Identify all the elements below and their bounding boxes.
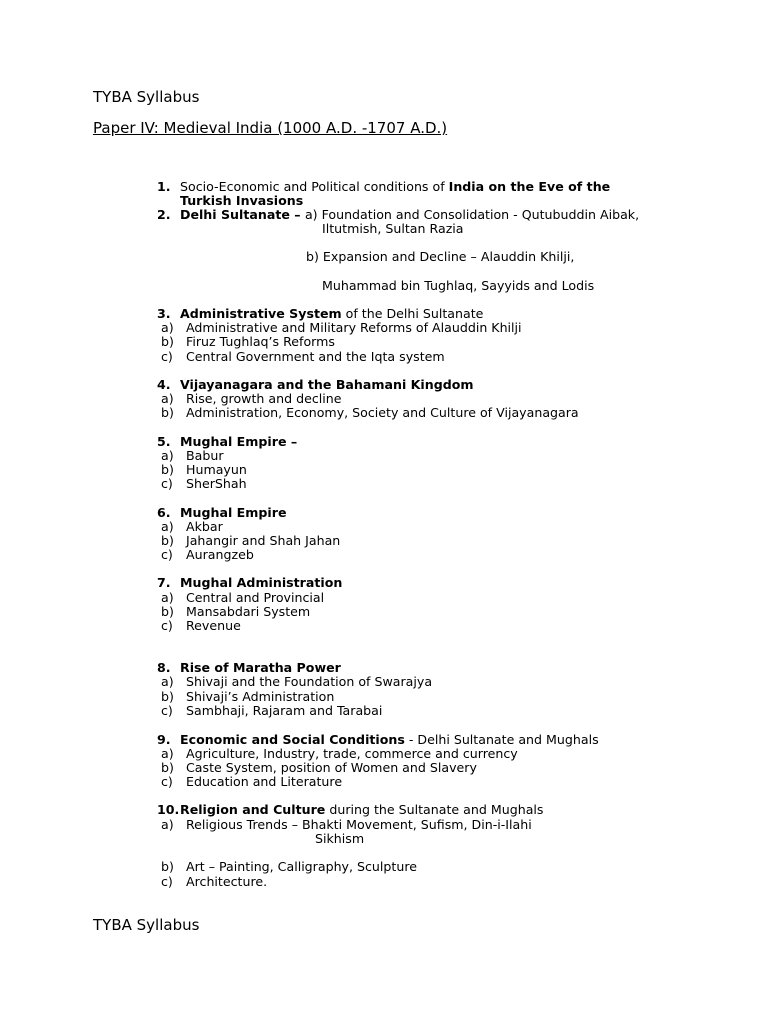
section-9-item: Education and Literature [186, 774, 343, 789]
section-5-item-marker: a) [161, 448, 174, 463]
section-4-number: 4. [157, 377, 171, 392]
section-9-item: Agriculture, Industry, trade, commerce and currency [186, 746, 518, 761]
section-4-title: Vijayanagara and the Bahamani Kingdom [180, 377, 474, 392]
section-8-number: 8. [157, 660, 171, 675]
section-6-item: Aurangzeb [186, 547, 254, 562]
section-9-title: Economic and Social Conditions [180, 732, 405, 747]
section-3-item: Administrative and Military Reforms of Alauddin Khilji [186, 320, 522, 335]
section-10-rest: during the Sultanate and Mughals [325, 802, 544, 817]
section-4-item: Administration, Economy, Society and Culture of Vijayanagara [186, 405, 579, 420]
section-3-title: Administrative System [180, 306, 342, 321]
section-1-text: Socio-Economic and Political conditions of [180, 179, 449, 194]
section-9-item-marker: b) [161, 760, 174, 775]
section-1-title: India on the Eve of the [448, 179, 611, 194]
section-10-heading [180, 802, 543, 817]
section-2-a-line1: a) Foundation and Consolidation - Qutubuddin Aibak, [304, 207, 640, 222]
section-5-title: Mughal Empire – [180, 434, 298, 449]
section-2-number: 2. [157, 207, 171, 222]
section-9-number: 9. [157, 732, 171, 747]
section-8-item: Shivaji’s Administration [186, 689, 335, 704]
section-5-item-marker: c) [161, 476, 173, 491]
section-10-item-marker: c) [161, 874, 173, 889]
section-3-item-marker: c) [161, 349, 173, 364]
section-6-item-marker: c) [161, 547, 173, 562]
section-10-title: Religion and Culture [180, 802, 326, 817]
section-10-item: Architecture. [186, 874, 268, 889]
section-3-item-marker: b) [161, 334, 174, 349]
section-8-item-marker: b) [161, 689, 174, 704]
section-10-item-continuation: Sikhism [315, 831, 365, 846]
section-5-item: Babur [186, 448, 224, 463]
section-6-item: Jahangir and Shah Jahan [186, 533, 341, 548]
section-3-rest: of the Delhi Sultanate [341, 306, 484, 321]
section-10-item-marker: b) [161, 859, 174, 874]
section-8-title: Rise of Maratha Power [180, 660, 341, 675]
section-2-b-line1: b) Expansion and Decline – Alauddin Khilji, [306, 249, 575, 264]
section-6-title: Mughal Empire [180, 505, 287, 520]
section-6-item-marker: a) [161, 519, 174, 534]
section-8-item-marker: c) [161, 703, 173, 718]
section-9-item: Caste System, position of Women and Slavery [186, 760, 477, 775]
section-5-item: Humayun [186, 462, 247, 477]
section-10-item-marker: a) [161, 817, 174, 832]
section-7-item: Central and Provincial [186, 590, 325, 605]
section-3-item-marker: a) [161, 320, 174, 335]
section-8-item-marker: a) [161, 674, 174, 689]
section-7-item-marker: a) [161, 590, 174, 605]
section-9-heading [180, 732, 599, 747]
document-header-title: TYBA Syllabus [93, 88, 200, 106]
section-5-item-marker: b) [161, 462, 174, 477]
section-5-number: 5. [157, 434, 171, 449]
section-9-item-marker: a) [161, 746, 174, 761]
section-3-number: 3. [157, 306, 171, 321]
section-7-title: Mughal Administration [180, 575, 343, 590]
section-7-item: Mansabdari System [186, 604, 311, 619]
section-7-item-marker: c) [161, 618, 173, 633]
section-6-number: 6. [157, 505, 171, 520]
section-5-item: SherShah [186, 476, 247, 491]
section-7-number: 7. [157, 575, 171, 590]
section-3-heading [180, 306, 483, 321]
section-1-line1 [180, 179, 610, 194]
section-10-number: 10. [157, 802, 180, 817]
section-9-rest: - Delhi Sultanate and Mughals [404, 732, 599, 747]
section-9-item-marker: c) [161, 774, 173, 789]
section-2-b-line2: Muhammad bin Tughlaq, Sayyids and Lodis [322, 278, 595, 293]
section-1-title-line2: Turkish Invasions [180, 193, 304, 208]
section-2-a-line2: Iltutmish, Sultan Razia [322, 221, 464, 236]
section-7-item: Revenue [186, 618, 241, 633]
section-3-item: Firuz Tughlaq’s Reforms [186, 334, 335, 349]
section-2-line1 [180, 207, 639, 222]
section-10-item: Art – Painting, Calligraphy, Sculpture [186, 859, 417, 874]
section-4-item-marker: a) [161, 391, 174, 406]
section-8-item: Shivaji and the Foundation of Swarajya [186, 674, 433, 689]
section-8-item: Sambhaji, Rajaram and Tarabai [186, 703, 383, 718]
section-4-item: Rise, growth and decline [186, 391, 342, 406]
section-1-number: 1. [157, 179, 171, 194]
section-3-item: Central Government and the Iqta system [186, 349, 445, 364]
section-10-item: Religious Trends – Bhakti Movement, Sufism, Din-i-Ilahi [186, 817, 532, 832]
section-2-title: Delhi Sultanate – [180, 207, 305, 222]
document-footer-title: TYBA Syllabus [93, 916, 200, 934]
section-6-item-marker: b) [161, 533, 174, 548]
section-4-item-marker: b) [161, 405, 174, 420]
section-6-item: Akbar [186, 519, 223, 534]
section-7-item-marker: b) [161, 604, 174, 619]
paper-title: Paper IV: Medieval India (1000 A.D. -1707 A.D.) [93, 119, 448, 137]
